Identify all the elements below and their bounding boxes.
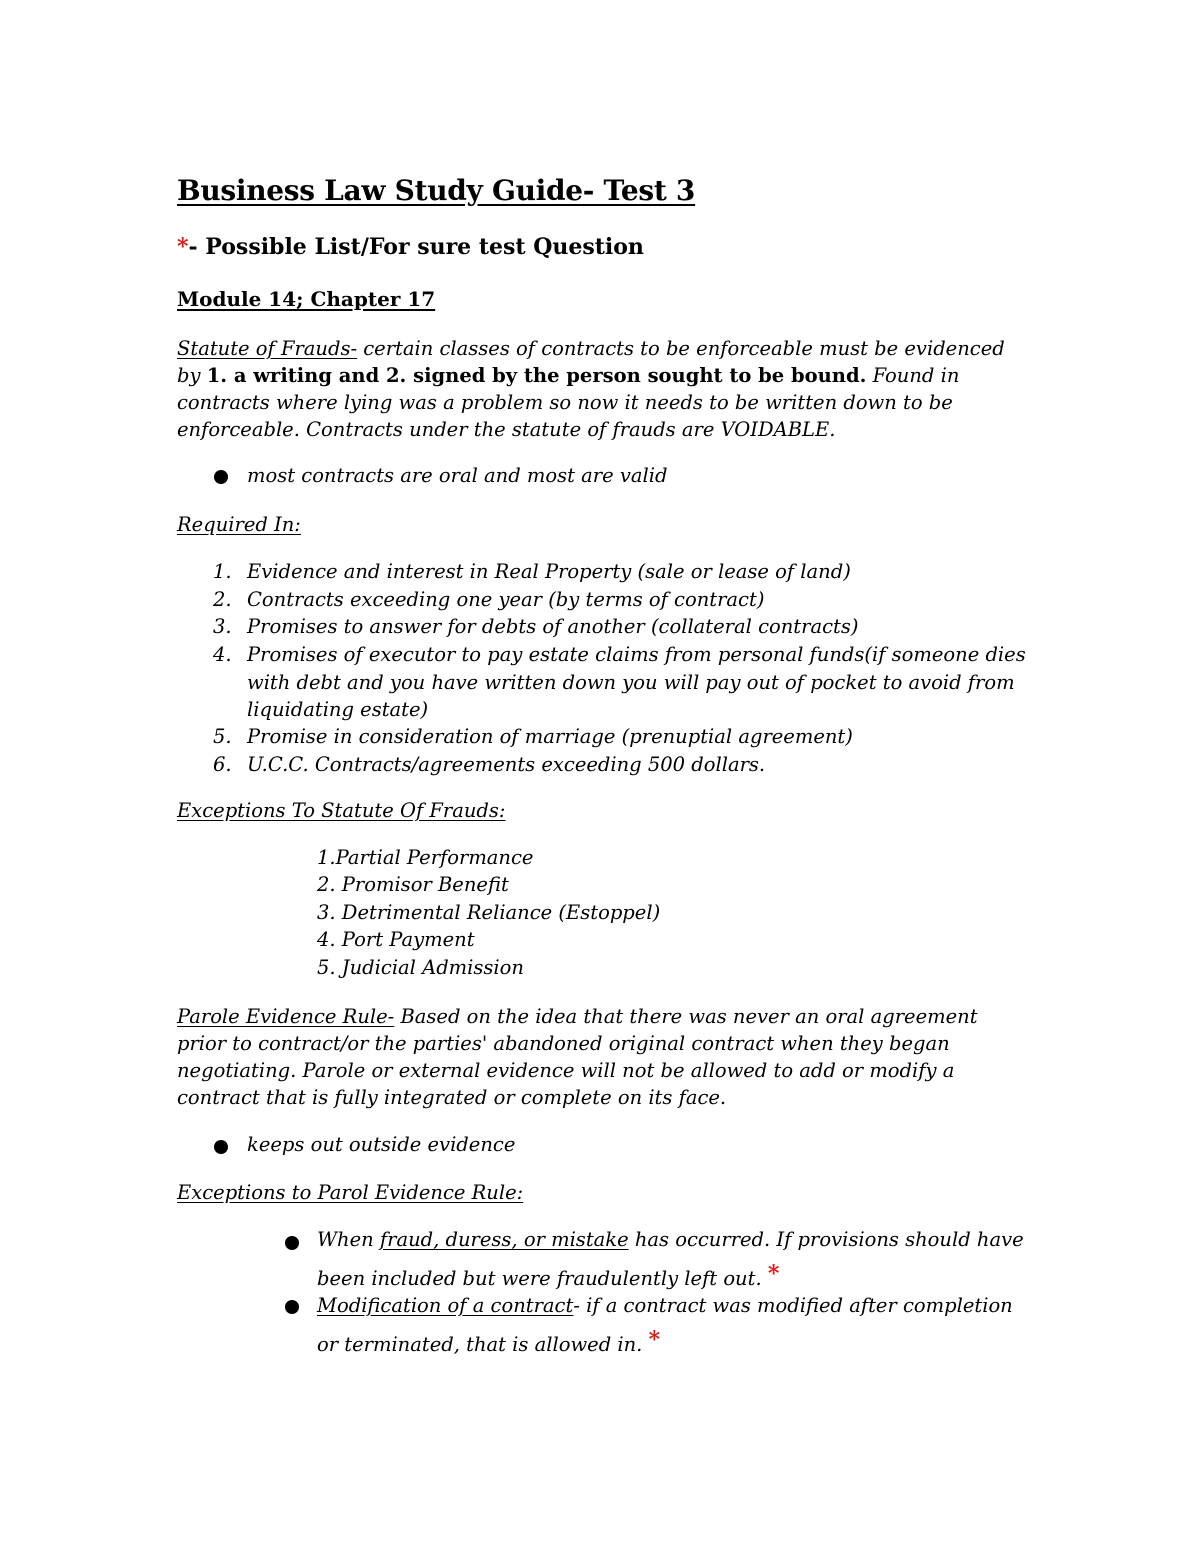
exception-modification-term: Modification of a contract (317, 1294, 574, 1317)
bullet-icon (285, 1300, 299, 1314)
exception-modification-item (317, 1288, 1027, 1362)
statute-of-frauds-term: Statute of Frauds- (177, 337, 358, 360)
parole-evidence-bullet: keeps out outside evidence (247, 1133, 516, 1156)
list-item-number: 1. (213, 560, 232, 583)
list-item: 3. Detrimental Reliance (Estoppel) (317, 901, 661, 924)
list-item-number: 2. (213, 588, 232, 611)
bullet-icon (285, 1236, 299, 1250)
exception-fraud-item (317, 1222, 1027, 1296)
list-item: Evidence and interest in Real Property (sale or lease of land) (247, 560, 851, 583)
statute-of-frauds-bullet: most contracts are oral and most are valid (247, 464, 668, 487)
parole-evidence-paragraph (177, 1003, 1027, 1111)
list-item: Promises of executor to pay estate claims from personal funds(if someone dies with debt and you have written down you will pay out of pocket to avoid from liquidating estate) (247, 643, 1026, 721)
exceptions-per-heading: Exceptions to Parol Evidence Rule: (177, 1181, 524, 1204)
list-item: 1.Partial Performance (317, 846, 534, 869)
exception-fraud-star: * (767, 1261, 780, 1287)
list-item-number: 5. (213, 725, 232, 748)
list-item-number: 4. (213, 643, 232, 666)
parole-evidence-term: Parole Evidence Rule- (177, 1005, 395, 1028)
exception-modification-text: - if a contract was modified after completion or terminated, that is allowed in. (317, 1294, 1013, 1356)
exceptions-sof-heading: Exceptions To Statute Of Frauds: (177, 799, 506, 822)
legend-star: * (177, 234, 189, 260)
list-item: 5. Judicial Admission (317, 956, 524, 979)
list-item-number: 6. (213, 753, 232, 776)
module-heading: Module 14; Chapter 17 (177, 287, 436, 311)
exception-modification-star: * (648, 1327, 661, 1353)
statute-of-frauds-text-1: certain classes of contracts to be enforceable must be evidenced by (177, 337, 1005, 387)
bullet-icon (214, 1140, 228, 1154)
list-item: Promises to answer for debts of another (collateral contracts) (247, 615, 859, 638)
exception-fraud-term: fraud, duress, or mistake (379, 1228, 629, 1251)
list-item: Promise in consideration of marriage (prenuptial agreement) (247, 725, 853, 748)
list-item: 4. Port Payment (317, 928, 475, 951)
document-title: Business Law Study Guide- Test 3 (177, 174, 696, 207)
list-item: Contracts exceeding one year (by terms of contract) (247, 588, 765, 611)
legend-text: - Possible List/For sure test Question (188, 234, 644, 260)
statute-of-frauds-text-2: Found in contracts where lying was a problem so now it needs to be written down to be enforceable. Contracts under the statute of frauds are VOIDABLE. (177, 364, 960, 441)
statute-of-frauds-paragraph (177, 335, 1027, 443)
statute-of-frauds-bold: 1. a writing and 2. signed by the person sought to be bound. (206, 364, 867, 387)
bullet-icon (214, 470, 228, 484)
list-item: U.C.C. Contracts/agreements exceeding 500 dollars. (247, 753, 766, 776)
exception-fraud-text: has occurred. If provisions should have been included but were fraudulently left out. (317, 1228, 1024, 1290)
parole-evidence-text: Based on the idea that there was never an oral agreement prior to contract/or the parties' abandoned original contract when they began negotiating. Parole or external evidence will not be allowed to add or modify a contract that is fully integrated or complete on its face. (177, 1005, 978, 1109)
required-in-heading: Required In: (177, 513, 301, 536)
legend (177, 234, 644, 260)
list-item-number: 3. (213, 615, 232, 638)
exception-fraud-prefix: When (317, 1228, 380, 1251)
list-item: 2. Promisor Benefit (317, 873, 509, 896)
